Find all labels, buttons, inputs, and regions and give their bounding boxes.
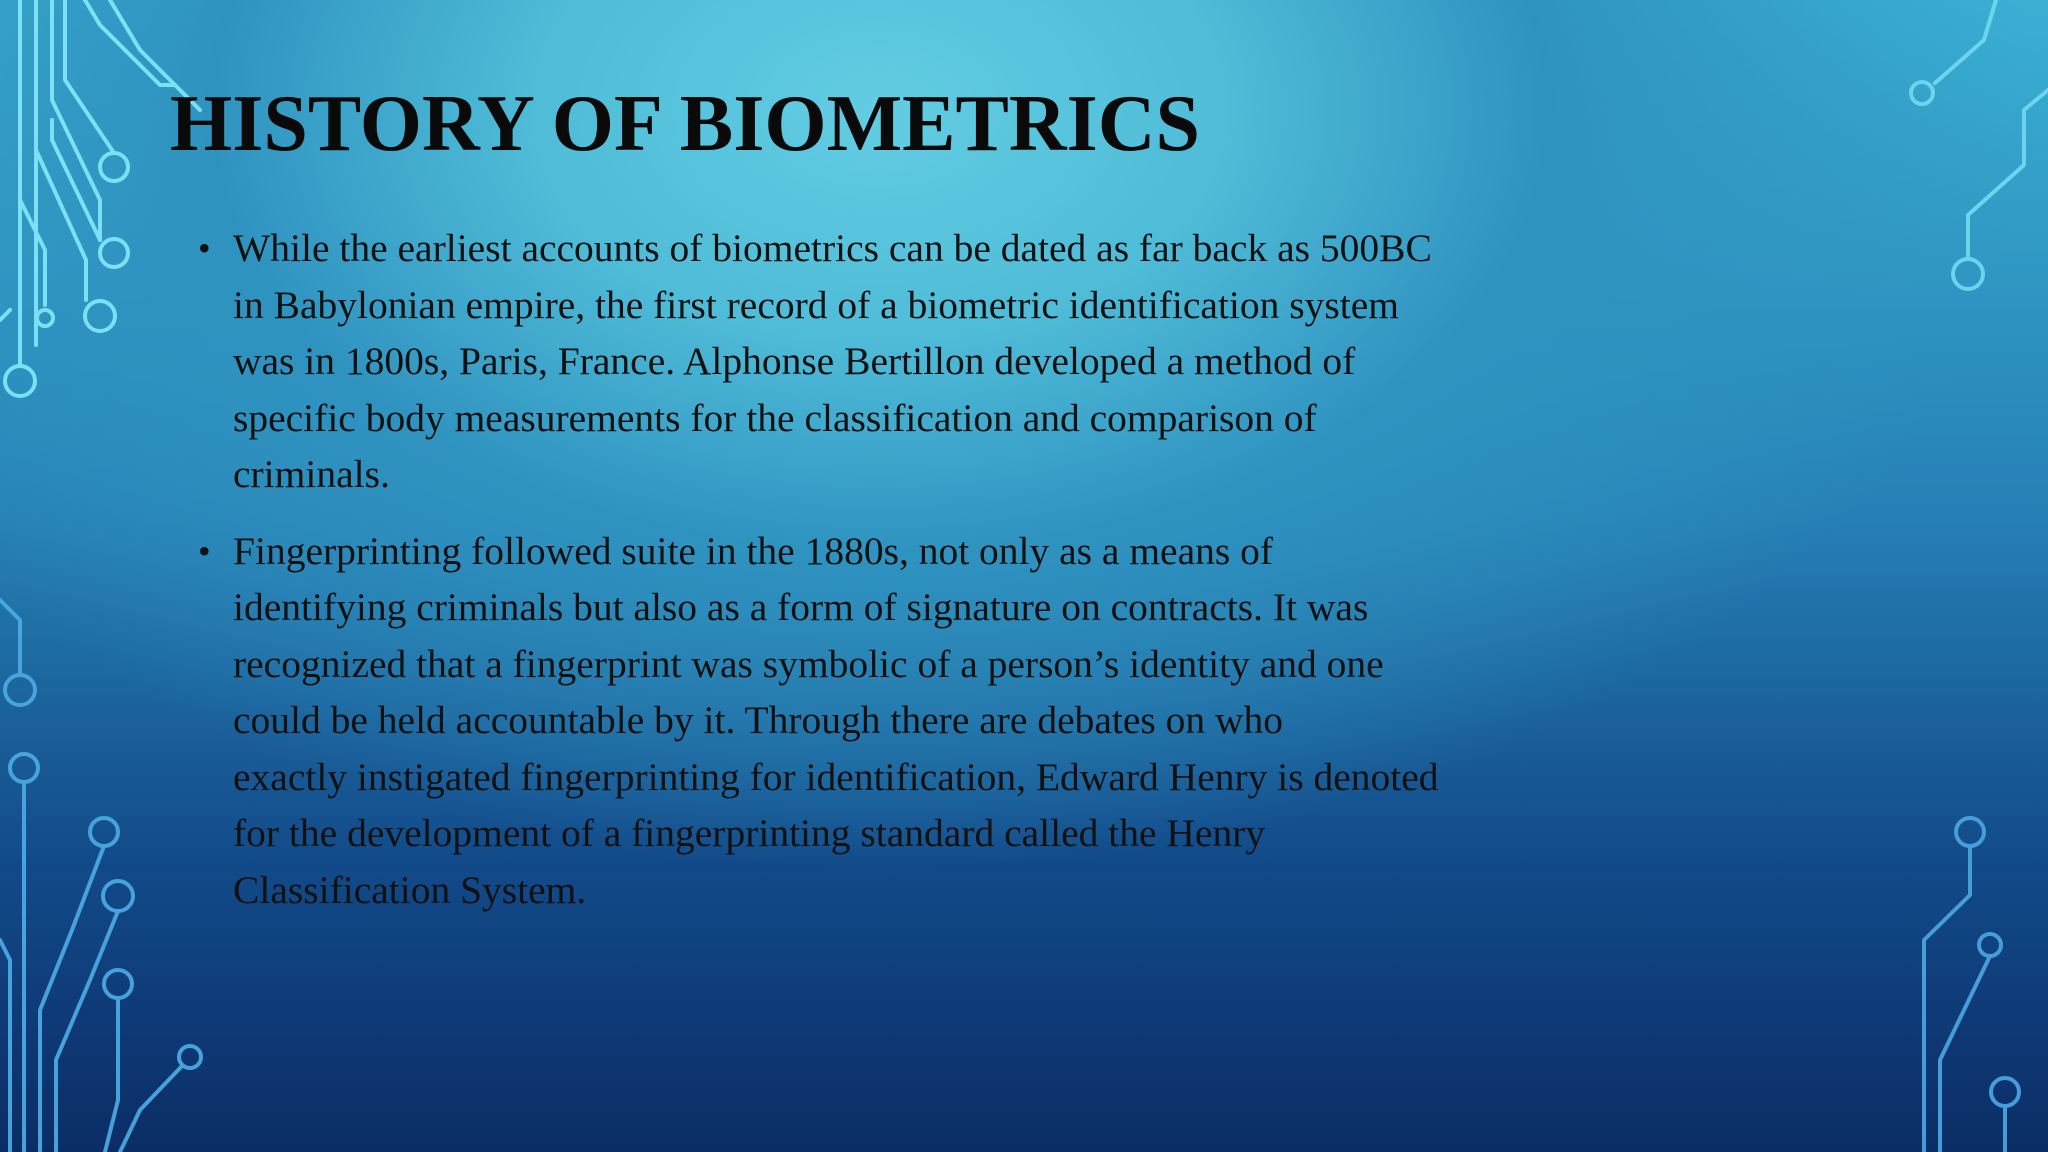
bullet-1-line-5: criminals. <box>233 452 390 496</box>
bullet-2-line-4: could be held accountable by it. Through there are debates on who <box>233 698 1284 742</box>
bullet-2-line-6: for the development of a fingerprinting standard called the Henry <box>233 811 1266 855</box>
bullet-list <box>198 220 1558 938</box>
bullet-1-line-4: specific body measurements for the classification and comparison of <box>233 395 1317 440</box>
bullet-1-line-2: in Babylonian empire, the first record of a biometric identification system <box>233 282 1400 327</box>
circuit-bottom-left <box>0 600 201 1152</box>
bullet-2-line-1: Fingerprinting followed suite in the 1880s, not only as a means of <box>233 528 1274 573</box>
bullet-item-1 <box>198 220 1558 503</box>
bullet-1-line-1: While the earliest accounts of biometrics can be dated as far back as 500BC <box>233 226 1432 270</box>
bullet-2-line-3: recognized that a fingerprint was symbolic of a person’s identity and one <box>233 641 1384 686</box>
bullet-dot: • <box>198 228 211 268</box>
bullet-1-line-3: was in 1800s, Paris, France. Alphonse Bertillon developed a method of <box>233 339 1356 383</box>
bullet-2-line-2: identifying criminals but also as a form of signature on contracts. It was <box>233 585 1369 629</box>
slide-title: HISTORY OF BIOMETRICS <box>170 80 1200 168</box>
bullet-2-line-5: exactly instigated fingerprinting for identification, Edward Henry is denoted <box>233 754 1439 799</box>
bullet-item-2 <box>198 523 1558 919</box>
circuit-top-left <box>0 0 200 396</box>
bullet-dot: • <box>198 530 211 571</box>
circuit-bottom-right <box>1924 818 2019 1152</box>
bullet-2-line-7: Classification System. <box>233 867 587 912</box>
circuit-top-right <box>1911 0 2048 289</box>
